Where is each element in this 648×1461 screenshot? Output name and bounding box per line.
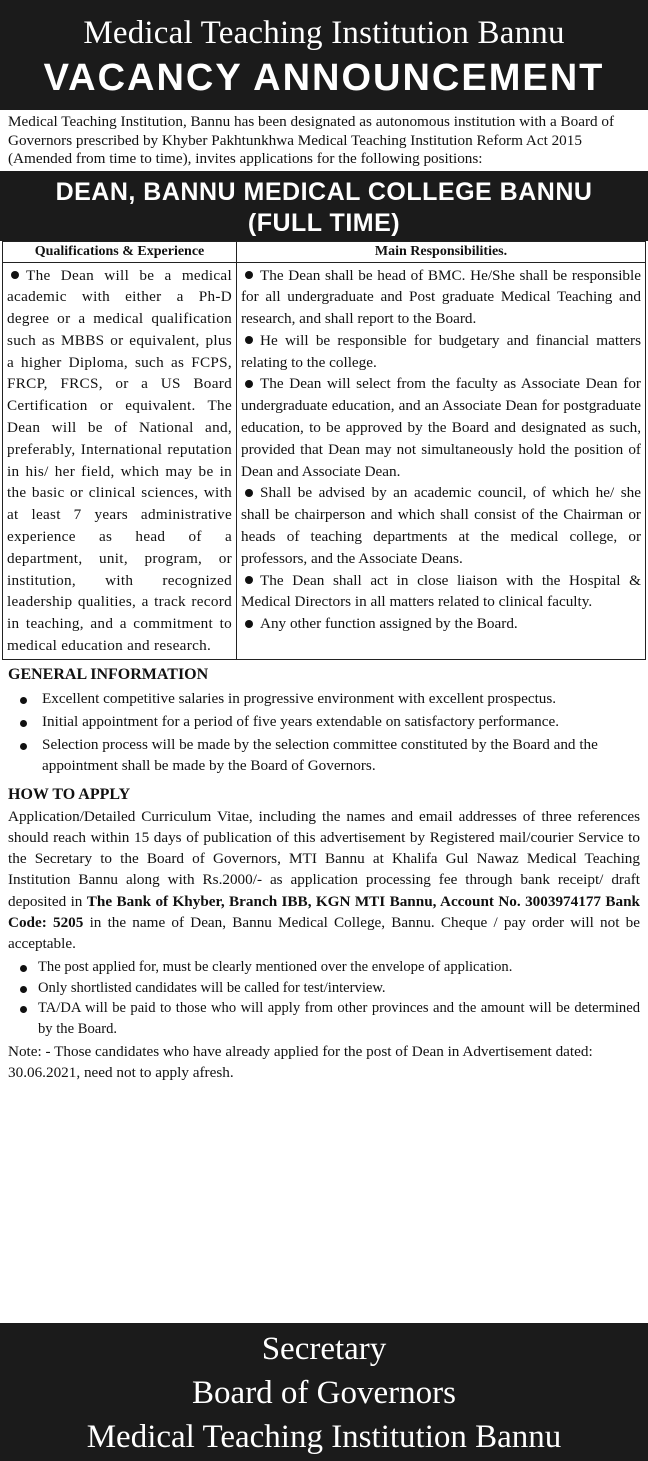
bullet-icon bbox=[11, 271, 19, 279]
note: Note: - Those candidates who have already applied for the post of Dean in Advertisement dated: 30.06.2021, need not to apply afresh. bbox=[8, 1043, 593, 1082]
responsibility-item: Shall be advised by an academic council, of which he/ she shall be chairperson and which shall consist of the Chairman or heads of teaching departments at the medical college, or professors, and the Associate Deans. bbox=[241, 484, 641, 567]
position-type: (FULL TIME) bbox=[247, 208, 401, 237]
bullet-icon bbox=[245, 576, 253, 584]
general-information bbox=[0, 660, 648, 804]
bullet-icon bbox=[245, 271, 253, 279]
general-heading: GENERAL INFORMATION bbox=[8, 665, 209, 683]
bullet-icon bbox=[245, 620, 253, 628]
requirements-table bbox=[2, 241, 646, 660]
responsibility-item: The Dean shall be head of BMC. He/She shall be responsible for all undergraduate and Post graduate Medical Teaching and research, and shall report to the Board. bbox=[241, 266, 641, 328]
position-title: DEAN, BANNU MEDICAL COLLEGE BANNU bbox=[55, 177, 593, 206]
bullet-icon bbox=[245, 489, 253, 497]
bullet-icon bbox=[245, 336, 253, 344]
list-item: Only shortlisted candidates will be called for test/interview. bbox=[38, 978, 640, 999]
qualifications-cell bbox=[3, 262, 237, 659]
general-list bbox=[8, 688, 640, 776]
list-item: Selection process will be made by the selection committee constituted by the Board and the appointment shall be made by the Board of Governors. bbox=[42, 734, 640, 776]
qualifications-text: The Dean will be a medical academic with either a Ph-D degree or a medical qualification such as MBBS or equivalent, plus a higher Diploma, such as FCPS, FRCP, FRCS, or a US Board Certification or equivalent. The Dean will be of National and, preferably, International reputation in his/ her field, which may be in the basic or clinical sciences, with at least 7 years administrative experience as head of a department, unit, program, or institution, with recognized leadership qualities, a track record in teaching, and a commitment to medical education and research. bbox=[7, 266, 232, 655]
responsibility-item: Any other function assigned by the Board. bbox=[241, 613, 641, 635]
secretary-title: Secretary bbox=[261, 1331, 387, 1367]
institution-name: Medical Teaching Institution Bannu bbox=[83, 15, 565, 51]
responsibilities-header: Main Responsibilities. bbox=[237, 241, 646, 262]
signature-block bbox=[0, 1323, 648, 1461]
bullet-icon bbox=[245, 380, 253, 388]
institution-footer: Medical Teaching Institution Bannu bbox=[86, 1419, 562, 1455]
list-item: Excellent competitive salaries in progressive environment with excellent prospectus. bbox=[42, 688, 640, 709]
board-name: Board of Governors bbox=[192, 1375, 456, 1411]
announcement-title: VACANCY ANNOUNCEMENT bbox=[43, 57, 605, 99]
how-to-apply-paragraph: Application/Detailed Curriculum Vitae, including the names and email addresses of three references should reach within 15 days of publication of this advertisement by Registered mail/courier Service to the Secretary to the Board of Governors, MTI Bannu at Khalifa Gul Nawaz Medical Teaching Institution Bannu along with Rs.2000/- as application processing fee through bank receipt/ draft deposited in The Bank of Khyber, Branch IBB, KGN MTI Bannu, Account No. 3003974177 Bank Code: 5205 in the name of Dean, Bannu Medical College, Bannu. Cheque / pay order will not be acceptable. The post applied for, must be clearly mentioned over the envelope of application. Only shortlisted candidates will be called for test/interview. TA/DA will be paid to those who will apply from other provinces and the amount will be determined by the Board. bbox=[0, 806, 648, 1039]
qualifications-header: Qualifications & Experience bbox=[3, 241, 237, 262]
position-banner bbox=[0, 171, 648, 241]
list-item: The post applied for, must be clearly mentioned over the envelope of application. bbox=[38, 957, 640, 978]
bank-details: The Bank of Khyber, Branch IBB, KGN MTI Bannu, Account No. 3003974177 Bank Code: 5205 bbox=[8, 892, 641, 931]
responsibility-item: He will be responsible for budgetary and financial matters relating to the college. bbox=[241, 331, 641, 371]
list-item: TA/DA will be paid to those who will apply from other provinces and the amount will be determined by the Board. bbox=[38, 998, 640, 1039]
how-to-apply-heading: HOW TO APPLY bbox=[8, 785, 131, 803]
responsibility-item: The Dean shall act in close liaison with the Hospital & Medical Directors in all matters related to clinical faculty. bbox=[241, 571, 641, 611]
responsibilities-cell bbox=[237, 262, 646, 659]
intro-paragraph: Medical Teaching Institution, Bannu has been designated as autonomous institution with a Board of Governors prescribed by Khyber Pakhtunkhwa Medical Teaching Institution Reform Act 2015 (Amended from time to time), invites applications for the following positions: bbox=[8, 113, 615, 167]
list-item: Initial appointment for a period of five years extendable on satisfactory performance. bbox=[42, 711, 640, 732]
header-banner bbox=[0, 0, 648, 110]
apply-list bbox=[8, 957, 640, 1039]
responsibility-item: The Dean will select from the faculty as Associate Dean for undergraduate education, and an Associate Dean for postgraduate education, to be approved by the Board and designated as such, provided that Dean may not simultaneously hold the position of Dean and Associate Dean. bbox=[241, 375, 641, 480]
